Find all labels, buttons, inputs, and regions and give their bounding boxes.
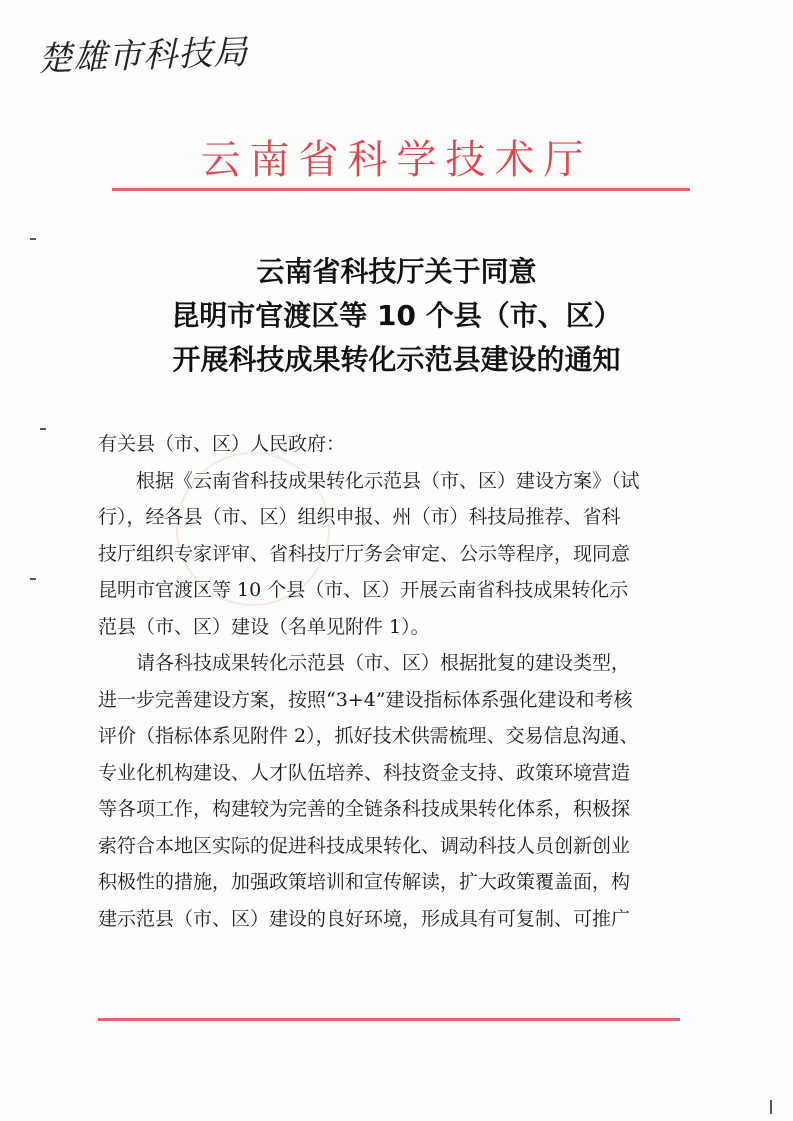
paragraph-line: 专业化机构建设、人才队伍培养、科技资金支持、政策环境营造	[98, 761, 631, 784]
paragraph-line: 等各项工作，构建较为完善的全链条科技成果转化体系，积极探	[98, 798, 631, 820]
document-body	[98, 426, 694, 937]
paragraph-line: 技厅组织专家评审、省科技厅厅务会审定、公示等程序，现同意	[98, 542, 631, 565]
scan-speck	[30, 238, 36, 240]
salutation: 有关县（市、区）人民政府：	[98, 433, 346, 455]
paragraph-1	[98, 463, 694, 646]
paragraph-line: 索符合本地区实际的促进科技成果转化、调动科技人员创新创业	[98, 834, 631, 857]
paragraph-line: 请各科技成果转化示范县（市、区）根据批复的建设类型，	[136, 652, 631, 674]
footer-red-rule	[98, 1018, 680, 1021]
paragraph-line: 范县（市、区）建设（名单见附件 1）。	[98, 615, 430, 638]
scan-speck	[40, 428, 46, 430]
paragraph-line: 进一步完善建设方案，按照“3+4”建设指标体系强化建设和考核	[98, 688, 633, 711]
document-title	[0, 250, 793, 382]
paragraph-line: 行），经各县（市、区）组织申报、州（市）科技局推荐、省科	[98, 506, 621, 528]
title-line-1: 云南省科技厅关于同意	[256, 255, 537, 288]
paragraph-line: 积极性的措施，加强政策培训和宣传解读，扩大政策覆盖面，构	[98, 871, 631, 893]
handwritten-note: 楚雄市科技局	[37, 32, 249, 80]
title-line-2: 昆明市官渡区等 10 个县（市、区）	[171, 299, 622, 332]
paragraph-line: 评价（指标体系见附件 2），抓好技术供需梳理、交易信息沟通、	[98, 725, 639, 747]
scan-speck	[30, 578, 36, 580]
paragraph-line: 建示范县（市、区）建设的良好环境，形成具有可复制、可推广	[98, 907, 631, 930]
paragraph-2	[98, 645, 694, 937]
paragraph-line: 根据《云南省科技成果转化示范县（市、区）建设方案》（试	[136, 469, 640, 492]
scan-speck	[770, 1100, 772, 1114]
issuing-organization: 云南省科学技术厅	[200, 137, 593, 183]
header-red-rule	[112, 188, 690, 191]
title-line-3: 开展科技成果转化示范县建设的通知	[172, 343, 621, 376]
paragraph-line: 昆明市官渡区等 10 个县（市、区）开展云南省科技成果转化示	[98, 579, 629, 601]
